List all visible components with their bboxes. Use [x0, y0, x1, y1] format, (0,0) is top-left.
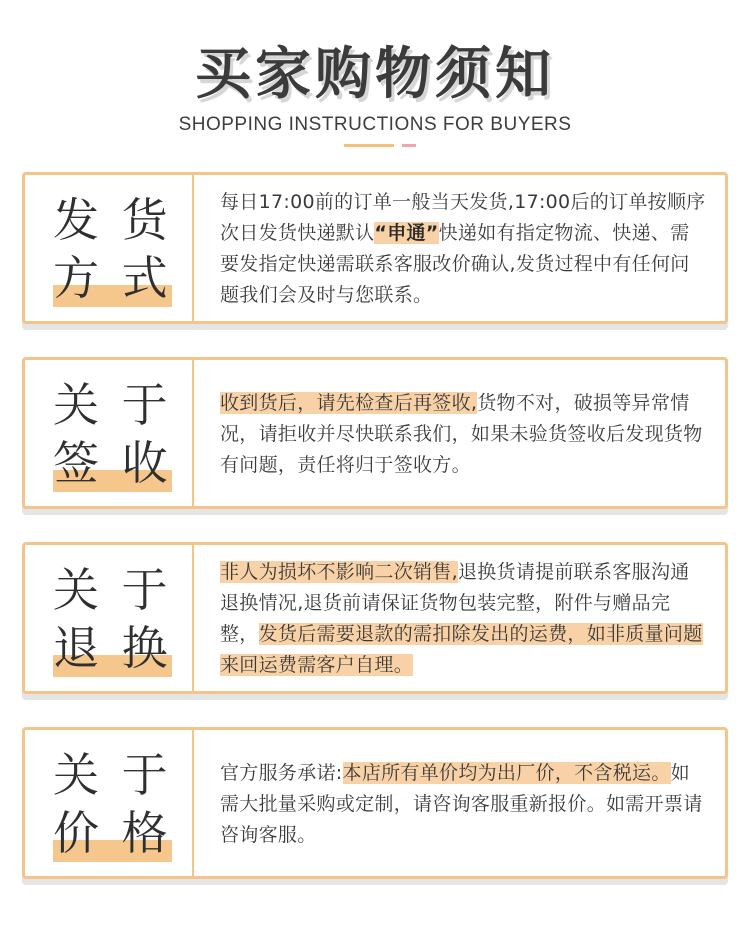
card-label-column: [25, 730, 194, 876]
card-body-text: [220, 758, 707, 851]
body-text: 退换货请提前联系客服沟通退换情况,退货前请保证货物包装完整，附件与赠品完整，: [220, 561, 690, 645]
page-header: [0, 40, 750, 136]
title-divider-left: [344, 144, 394, 147]
body-text: 货物不对，破损等异常情况，请拒收并尽快联系我们，如果未验货签收后发现货物有问题，责任将归于签收方。: [220, 392, 703, 476]
card-label: [53, 746, 172, 862]
highlight-text: 本店所有单价均为出厂价，不含税运。: [342, 762, 671, 784]
card-label-column: [25, 545, 194, 691]
body-text: 官方服务承诺:: [220, 762, 343, 784]
card-body-text: [220, 557, 707, 681]
page-title: 买家购物须知: [195, 42, 555, 107]
label-line-2: 方 式: [53, 251, 172, 305]
card-pricing: [22, 727, 728, 879]
label-line-1: 关 于: [53, 378, 172, 432]
highlight-text-2: 发货后需要退款的需扣除发出的运费，如非质量问题来回运费需客户自理。: [220, 623, 703, 676]
body-text: 每日17:00前的订单一般当天发货,17:00后的订单按顺序次日发货快递默认: [220, 191, 706, 244]
highlight-text: 非人为损坏不影响二次销售,: [220, 561, 458, 583]
title-divider-right: [402, 144, 416, 147]
card-body-text: [220, 388, 707, 481]
body-text-continued: 快递如有指定物流、快递、需要发指定快递需联系客服改价确认,发货过程中有任何问题我们会及时与您联系。: [220, 222, 690, 306]
courier-name: “申通”: [374, 222, 439, 244]
card-label: [53, 376, 172, 492]
body-text-continued: 如需大批量采购或定制，请咨询客服重新报价。如需开票请咨询客服。: [220, 762, 703, 846]
card-label: [53, 191, 172, 307]
label-line-1: 发 货: [53, 193, 172, 247]
label-line-1: 关 于: [53, 748, 172, 802]
card-returns: [22, 542, 728, 694]
card-label-column: [25, 360, 194, 506]
card-body-text: [220, 187, 707, 311]
label-line-2: 价 格: [53, 806, 172, 860]
label-line-1: 关 于: [53, 563, 172, 617]
highlight-text: 收到货后，请先检查后再签收,: [220, 392, 478, 414]
card-shipping: [22, 172, 728, 324]
card-label-column: [25, 175, 194, 321]
card-label: [53, 561, 172, 677]
label-line-2: 退 换: [53, 621, 172, 675]
label-line-2: 签 收: [53, 436, 172, 490]
card-receipt: [22, 357, 728, 509]
page-subtitle: SHOPPING INSTRUCTIONS FOR BUYERS: [178, 114, 572, 135]
